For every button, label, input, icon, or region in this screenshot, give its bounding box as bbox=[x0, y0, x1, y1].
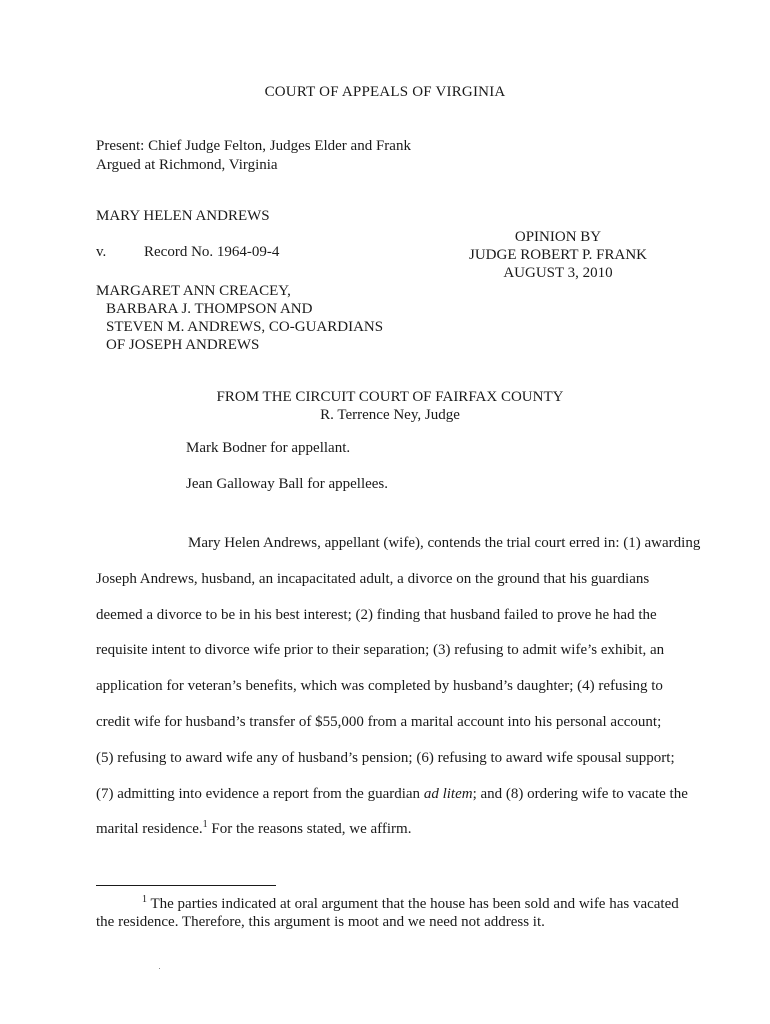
versus-label: v. bbox=[96, 244, 107, 260]
counsel-appellees: Jean Galloway Ball for appellees. bbox=[186, 476, 389, 492]
appellee-line: OF JOSEPH ANDREWS bbox=[106, 337, 260, 353]
appellees-block bbox=[96, 282, 383, 354]
body-text-segment: For the reasons stated, we affirm. bbox=[207, 821, 412, 838]
body-text-segment: ; and (8) ordering wife to vacate the bbox=[472, 785, 688, 802]
body-line: application for veteran’s benefits, which was completed by husband’s daughter; (4) refusing to bbox=[96, 678, 663, 695]
opinion-date: AUGUST 3, 2010 bbox=[503, 265, 613, 281]
appellee-line: BARBARA J. THOMPSON AND bbox=[106, 301, 313, 317]
footnote-marker: 1 bbox=[142, 894, 147, 905]
body-line: requisite intent to divorce wife prior to their separation; (3) refusing to admit wife’s exhibit, an bbox=[96, 642, 665, 659]
body-line: (5) refusing to award wife any of husband’s pension; (6) refusing to award wife spousal support; bbox=[96, 749, 675, 766]
body-text-segment: marital residence. bbox=[96, 821, 203, 838]
opinion-body bbox=[96, 526, 701, 848]
versus-line bbox=[96, 244, 279, 261]
body-line: deemed a divorce to be in his best interest; (2) finding that husband failed to prove he had the bbox=[96, 606, 657, 623]
record-number: Record No. 1964-09-4 bbox=[144, 244, 280, 260]
panel-present: Present: Chief Judge Felton, Judges Elder and Frank bbox=[96, 138, 411, 154]
opinion-judge: JUDGE ROBERT P. FRANK bbox=[468, 247, 648, 263]
body-text-segment: (7) admitting into evidence a report from the guardian bbox=[96, 785, 424, 802]
counsel-appellant: Mark Bodner for appellant. bbox=[186, 440, 351, 456]
lower-court-judge: R. Terrence Ney, Judge bbox=[320, 407, 460, 423]
footnote-text: The parties indicated at oral argument that the house has been sold and wife has vacated bbox=[147, 896, 679, 912]
body-line bbox=[96, 777, 688, 813]
panel-argued: Argued at Richmond, Virginia bbox=[96, 157, 278, 173]
court-title: COURT OF APPEALS OF VIRGINIA bbox=[264, 84, 506, 100]
body-line: credit wife for husband’s transfer of $55,000 from a marital account into his personal account; bbox=[96, 713, 662, 730]
footnote bbox=[96, 895, 682, 931]
body-line: Joseph Andrews, husband, an incapacitated adult, a divorce on the ground that his guardians bbox=[96, 570, 650, 587]
footnote-divider bbox=[96, 885, 276, 886]
body-line bbox=[96, 812, 676, 848]
appellee-line: STEVEN M. ANDREWS, CO-GUARDIANS bbox=[106, 319, 384, 335]
scan-speck bbox=[159, 968, 160, 969]
body-line: Mary Helen Andrews, appellant (wife), contends the trial court erred in: (1) awarding bbox=[188, 535, 701, 551]
opinion-block bbox=[462, 228, 654, 282]
appellee-line: MARGARET ANN CREACEY, bbox=[96, 283, 291, 299]
footnote-line bbox=[96, 895, 682, 913]
italic-term: ad litem bbox=[423, 785, 473, 802]
footnote-reference[interactable]: 1 bbox=[202, 819, 208, 831]
lower-court-name: FROM THE CIRCUIT COURT OF FAIRFAX COUNTY bbox=[216, 389, 564, 405]
footnote-line: the residence. Therefore, this argument is moot and we need not address it. bbox=[96, 914, 545, 930]
appellant-name: MARY HELEN ANDREWS bbox=[96, 208, 270, 224]
opinion-by: OPINION BY bbox=[514, 229, 602, 245]
lower-court-block bbox=[0, 388, 770, 424]
